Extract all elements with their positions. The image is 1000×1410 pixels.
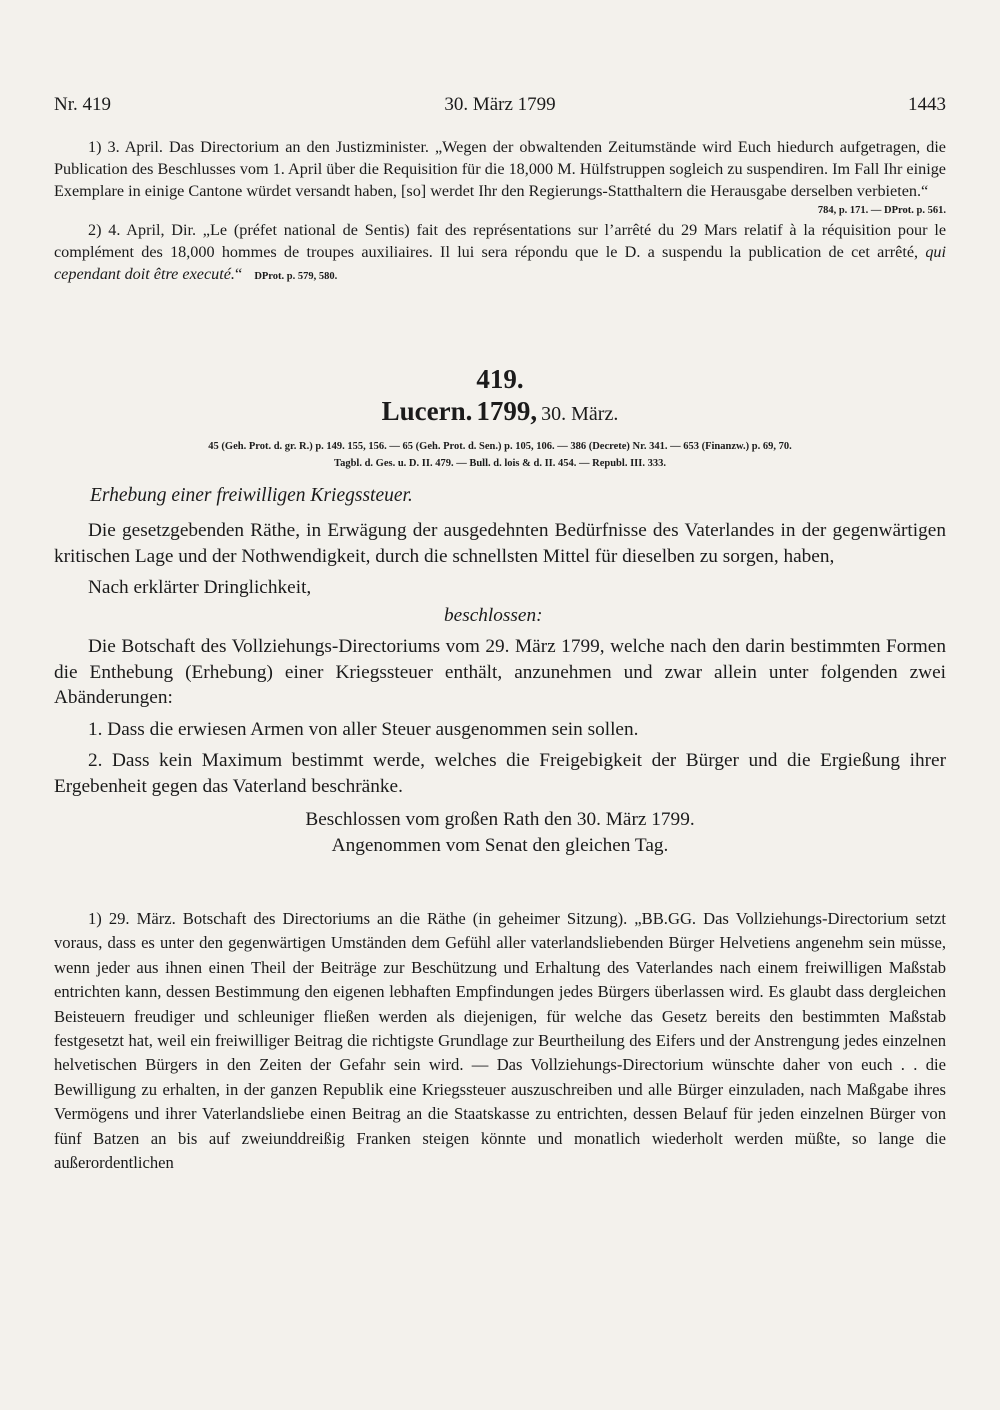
footnote-2-italic: qui cependant doit être executé. xyxy=(54,242,946,284)
footnote-1: 1) 3. April. Das Directorium an den Justizminister. „Wegen der obwaltenden Zeitumstände wird Euch hiedurch aufgetragen, die Publication des Beschlusses vom 1. April über die Requisition für die 18,000 M. Hülfstruppen sogleich zu suspendiren. Im Fall Ihr einige Exemplare in einige Cantone würdet versandt haben, [so] werdet Ihr den Regierungs-Statthaltern die Herausgabe derselben verbieten.“ xyxy=(54,138,946,201)
place-date-line xyxy=(0,396,1000,427)
page-number: 1443 xyxy=(908,94,946,115)
decree-preamble: Die gesetzgebenden Räthe, in Erwägung der ausgedehnten Bedürfnisse des Vaterlandes in der gegenwärtigen kritischen Lage und der Nothwendigkeit, durch die schnellsten Mittel für dieselben zu sorgen, haben, xyxy=(54,520,946,567)
date-header: 30. März 1799 xyxy=(444,94,556,115)
decree-body xyxy=(54,518,946,858)
entry-number: 419. xyxy=(476,364,524,394)
entry-date: 30. März. xyxy=(541,403,619,425)
footnote-block-top xyxy=(54,136,946,288)
place-name: Lucern. xyxy=(381,396,473,426)
decree-main: Die Botschaft des Vollziehungs-Directoriums vom 29. März 1799, welche nach den darin bestimmten Formen die Enthebung (Erhebung) einer Kriegssteuer enthält, anzunehmen und zwar allein unter folgenden zwei Abänderungen: xyxy=(54,636,946,708)
decree-passed-council: Beschlossen vom großen Rath den 30. März 1799. xyxy=(305,809,695,830)
running-header xyxy=(54,94,946,120)
entry-title: Erhebung einer freiwilligen Kriegssteuer. xyxy=(90,485,413,506)
decree-item-1: 1. Dass die erwiesen Armen von aller Steuer ausgenommen sein sollen. xyxy=(88,718,639,740)
decree-item-2: 2. Dass kein Maximum bestimmt werde, welches die Freigebigkeit der Bürger und die Ergießung ihrer Ergebenheit gegen das Vaterland beschränke. xyxy=(54,750,946,797)
decree-passed-senate: Angenommen vom Senat den gleichen Tag. xyxy=(331,834,669,856)
footnote-1-reference: 784, p. 171. — DProt. p. 561. xyxy=(817,204,946,216)
entry-year: 1799, xyxy=(476,396,538,426)
footnote-block-bottom xyxy=(54,907,946,1175)
footnote-bottom-1: 1) 29. März. Botschaft des Directoriums an die Räthe (in geheimer Sitzung). „BB.GG. Das Vollziehungs-Directorium setzt voraus, dass es unter den gegenwärtigen Umständen dem Gefühl aller vaterlandsliebenden Bürger Helvetiens angenehm sein müsse, wenn jeder aus ihnen einen Theil der Beiträge zur Beschützung und Erhaltung des Vaterlandes nach einem freiwilligen Maßstab entrichten kann, dessen Bestimmung den eigenen lebhaften Empfindungen jedes Bürgers überlassen wird. Es glaubt dass dergleichen Beisteuern freudiger und schleuniger fließen werden als diejenigen, für welche das Gesetz bereits den bestimmten Maßstab festgesetzt hat, weil ein freiwilliger Beitrag die richtigste Grundlage zur Beurtheilung des Eifers und der Anstrengung jedes einzelnen helvetischen Bürgers in den Zeiten der Gefahr sein wird. — Das Vollziehungs-Directorium wünschte daher von euch . . die Bewilligung zu erhalten, in der ganzen Republik eine Kriegssteuer auszuschreiben und alle Bürger einzuladen, nach Maßgabe ihres Vermögens und ihrer Vaterlandsliebe einen Beitrag an die Staatskasse zu entrichten, dessen Belauf für jeden einzelnen Bürger von fünf Batzen an bis auf zweiunddreißig Franken steigen könnte und monatlich wiederholt werden müßte, so lange die außerordentlichen xyxy=(54,909,946,1173)
footnote-2-reference: DProt. p. 579, 580. xyxy=(254,271,338,283)
source-references: 45 (Geh. Prot. d. gr. R.) p. 149. 155, 156. — 65 (Geh. Prot. d. Sen.) p. 105, 106. — 386 (Decrete) Nr. 341. — 653 (Finanzw.) p. 69, 70. Tagbl. d. Ges. u. D. II. 479. — Bull. d. lois & d. II. 454. — Republ. III. 333. xyxy=(208,441,792,469)
decree-resolved: beschlossen: xyxy=(444,604,543,626)
footnote-2: 2) 4. April, Dir. „Le (préfet national de Sentis) fait des représentations sur l’arrêté du 29 Mars relatif à la réquisition pour le complément des 18,000 hommes de troupes auxiliaires. Il lui sera répondu que le D. a suspendu la publication de cet arrêté, qui cependant doit être executé.“ DProt. p. 579, 580. xyxy=(54,220,946,284)
entry-number-header: Nr. 419 xyxy=(54,94,111,115)
decree-urgency: Nach erklärter Dringlichkeit, xyxy=(88,577,312,598)
